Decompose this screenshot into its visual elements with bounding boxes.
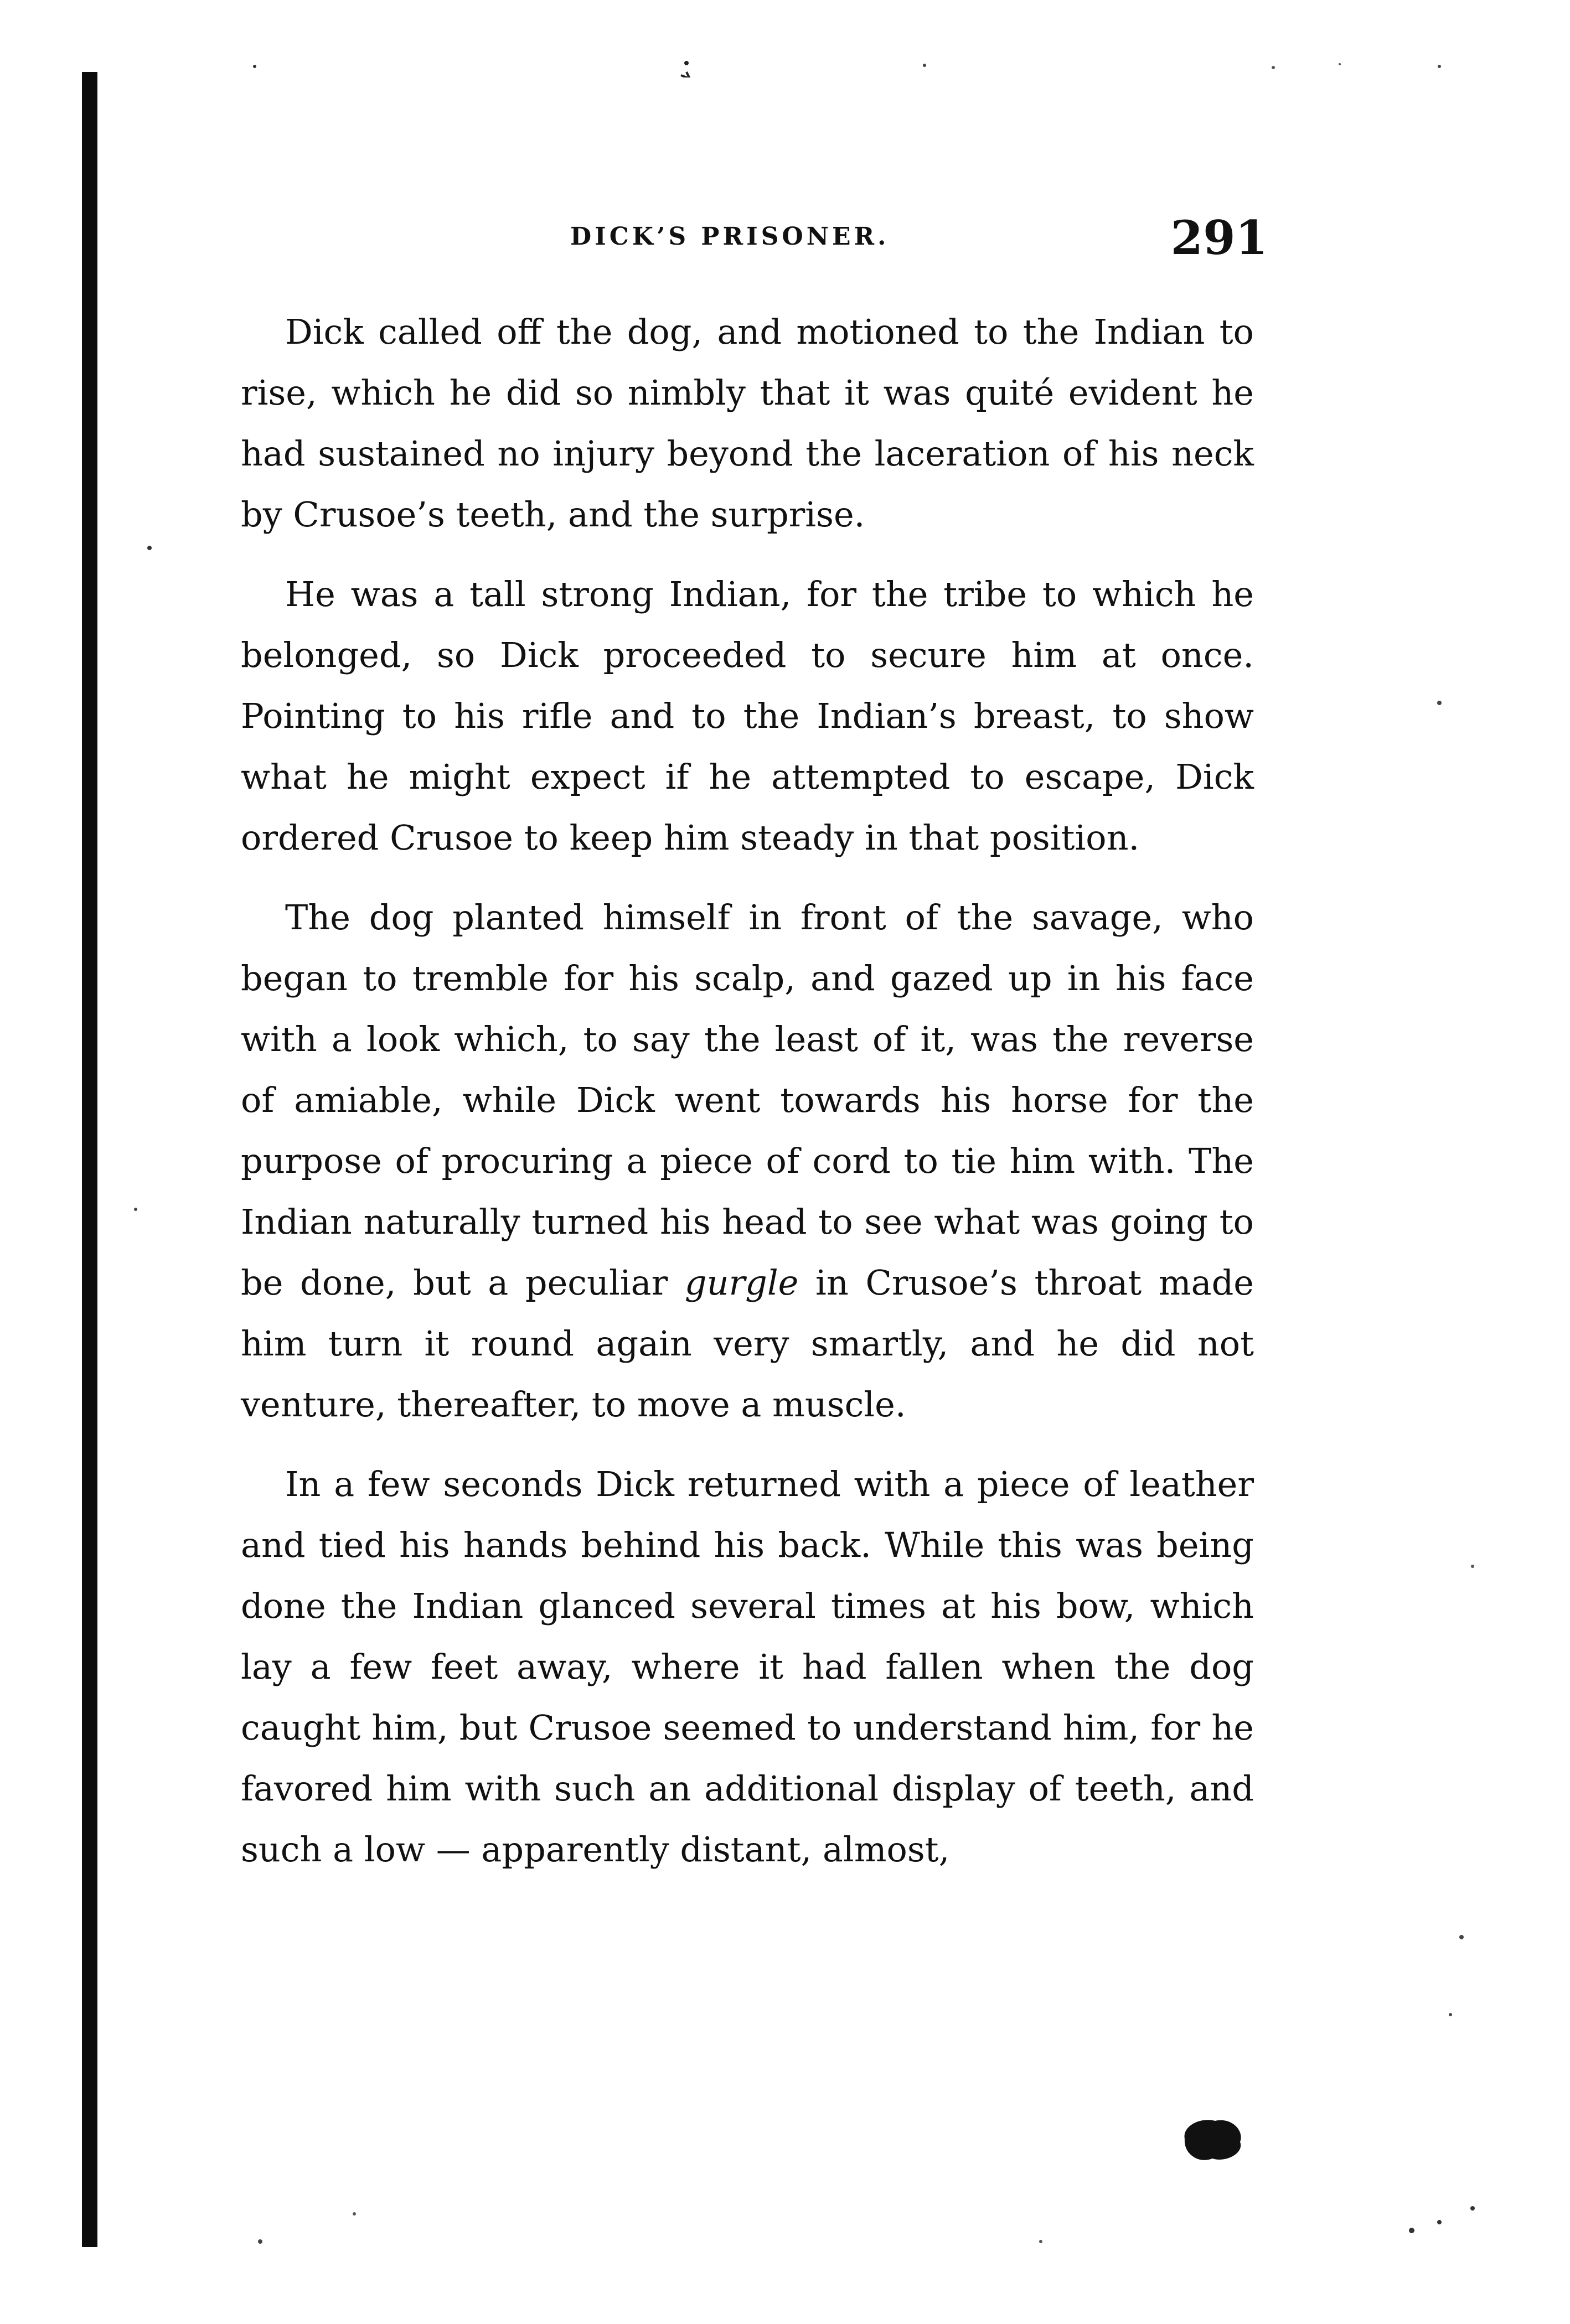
page-header — [570, 210, 1268, 271]
paragraph-1: Dick called off the dog, and motioned to the Indian to rise, which he did so nimbly that it was quité evident he had sustained no injury beyond the laceration of his neck by Crusoe’s teeth, and the surprise. — [241, 312, 1254, 535]
paragraph-3-italic: gurgle — [684, 1262, 799, 1303]
paragraph-2: He was a tall strong Indian, for the tribe to which he belonged, so Dick proceeded to secure him at once. Pointing to his rifle and to the Indian’s breast, to show what he might expect if he attempted to escape, Dick ordered Crusoe to keep him steady in that position. — [241, 574, 1254, 858]
ink-blot-mark — [1179, 2114, 1246, 2164]
paragraph-3-part-1: The dog planted himself in front of the savage, who began to tremble for his scalp, and gazed up in his face with a look which, to say the least of it, was the reverse of amiable, while Dick went towards his horse for the purpose of procuring a piece of cord to tie him with. The Indian naturally turned his head to see what was going to be done, but a peculiar — [241, 897, 1254, 1303]
running-head: DICK’S PRISONER. — [570, 222, 890, 251]
paragraph-3-part-2: in Crusoe’s throat made him turn it round again very smartly, and he did not venture, thereafter, to move a muscle. — [241, 1262, 1254, 1425]
body-text — [241, 302, 1254, 1899]
top-edge-speckles — [0, 55, 1570, 77]
page-number: 291 — [1170, 210, 1268, 265]
paragraph-3 — [241, 887, 1254, 1435]
page-binding-edge — [82, 72, 97, 2247]
paragraph-4: In a few seconds Dick returned with a piece of leather and tied his hands behind his back. While this was being done the Indian glanced several times at his bow, which lay a few feet away, where it had fallen when the dog caught him, but Crusoe seemed to understand him, for he favored him with such an additional display of teeth, and such a low — apparently distant, almost, — [241, 1464, 1254, 1870]
